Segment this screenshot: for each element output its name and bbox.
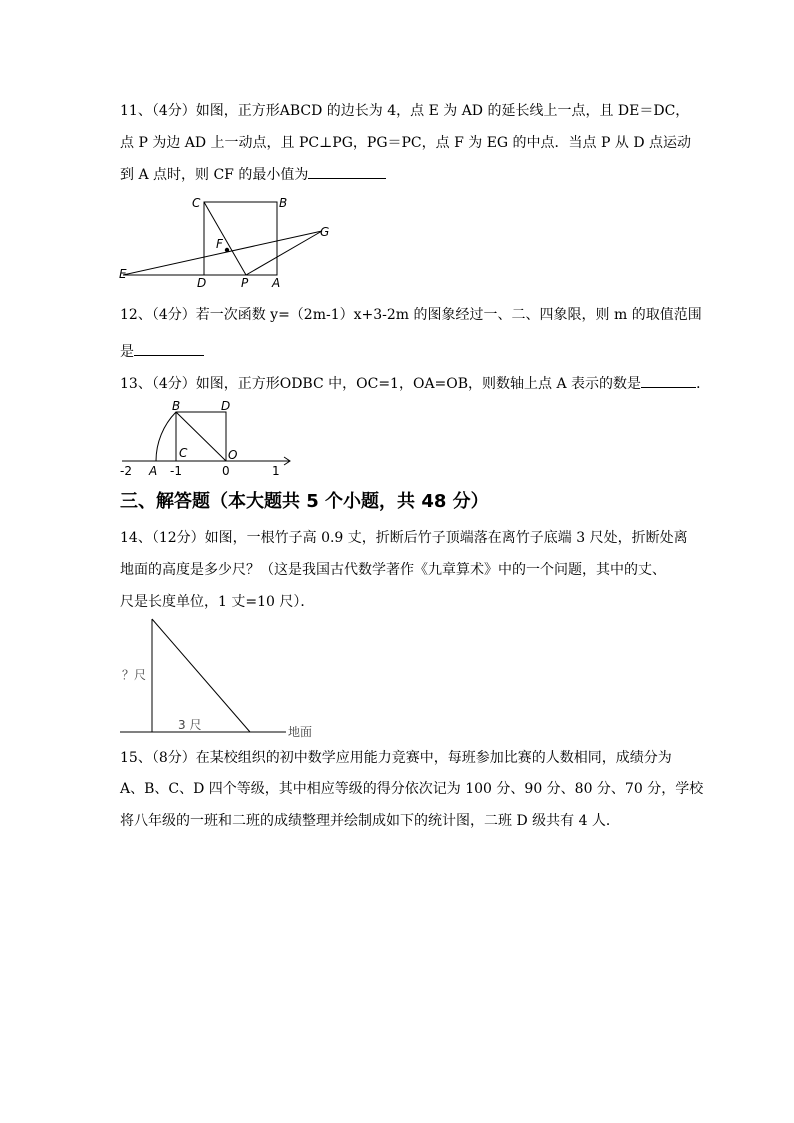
q14-line1: 14、（12分）如图，一根竹子高 0.9 丈，折断后竹子顶端落在离竹子底端 3 尺处，折断处离 bbox=[120, 530, 688, 546]
q12-answer-blank bbox=[134, 341, 204, 356]
broken-top bbox=[152, 619, 250, 732]
point-f bbox=[225, 248, 229, 252]
label-a: A bbox=[272, 276, 281, 290]
arc-ab bbox=[156, 412, 176, 461]
q14-figure bbox=[118, 615, 333, 740]
label-g: G bbox=[320, 225, 330, 239]
label-b: B bbox=[172, 399, 181, 413]
q13-figure bbox=[118, 398, 298, 480]
label-o: O bbox=[228, 448, 238, 462]
tick-label-1: 1 bbox=[272, 464, 280, 478]
q13-line1-end: ． bbox=[696, 376, 711, 392]
square-abcd bbox=[204, 202, 277, 275]
ground-label: 地面 bbox=[288, 725, 313, 739]
q12-line2 bbox=[120, 341, 204, 362]
label-c: C bbox=[192, 196, 201, 210]
q11-line3 bbox=[120, 164, 386, 185]
q11-line1: 11、（4分）如图，正方形ABCD 的边长为 4，点 E 为 AD 的延长线上一点，且 DE＝DC， bbox=[120, 103, 690, 119]
tick-label-minus-1: -1 bbox=[170, 464, 182, 478]
q13-answer-blank bbox=[641, 373, 696, 388]
q12-line1: 12、（4分）若一次函数 y=（2m-1）x+3-2m 的图象经过一、二、四象限，则 m 的取值范围 bbox=[120, 307, 702, 323]
label-d: D bbox=[221, 399, 231, 413]
q12-line2-text: 是 bbox=[120, 344, 134, 360]
label-a: A bbox=[149, 464, 158, 478]
label-f: F bbox=[216, 237, 223, 251]
section-heading: 三、解答题（本大题共 5 个小题，共 48 分） bbox=[120, 491, 489, 512]
q15-line1: 15、（8分）在某校组织的初中数学应用能力竞赛中，每班参加比赛的人数相同，成绩分为 bbox=[120, 750, 672, 766]
q11-line3-text: 到 A 点时，则 CF 的最小值为 bbox=[120, 167, 309, 183]
label-c: C bbox=[179, 446, 188, 460]
q11-figure bbox=[115, 196, 335, 288]
q13-line1 bbox=[120, 373, 710, 394]
q13-line1-text: 13、（4分）如图，正方形ODBC 中，OC=1，OA=OB，则数轴上点 A 表示的数是 bbox=[120, 376, 642, 392]
q11-answer-blank bbox=[308, 164, 386, 179]
tick-label-0: 0 bbox=[222, 464, 230, 478]
q15-line3: 将八年级的一班和二班的成绩整理并绘制成如下的统计图，二班 D 级共有 4 人． bbox=[120, 813, 620, 829]
label-d: D bbox=[197, 276, 207, 290]
tick-label-minus-2: -2 bbox=[120, 464, 132, 478]
label-b: B bbox=[279, 196, 288, 210]
label-e: E bbox=[119, 267, 127, 281]
q14-line3: 尺是长度单位，1 丈=10 尺）． bbox=[120, 594, 315, 610]
q11-line2: 点 P 为边 AD 上一动点，且 PC⊥PG，PG＝PC，点 F 为 EG 的中点．当点 P 从 D 点运动 bbox=[120, 135, 692, 151]
q15-line2: A、B、C、D 四个等级，其中相应等级的得分依次记为 100 分、90 分、80 分、70 分，学校 bbox=[120, 781, 704, 797]
q14-line2: 地面的高度是多少尺？（这是我国古代数学著作《九章算术》中的一个问题，其中的丈、 bbox=[120, 562, 666, 578]
line-pg bbox=[246, 231, 322, 275]
line-cp bbox=[204, 202, 246, 275]
height-label: ？尺 bbox=[122, 668, 147, 682]
label-p: P bbox=[241, 276, 249, 290]
base-label: 3 尺 bbox=[178, 718, 202, 732]
